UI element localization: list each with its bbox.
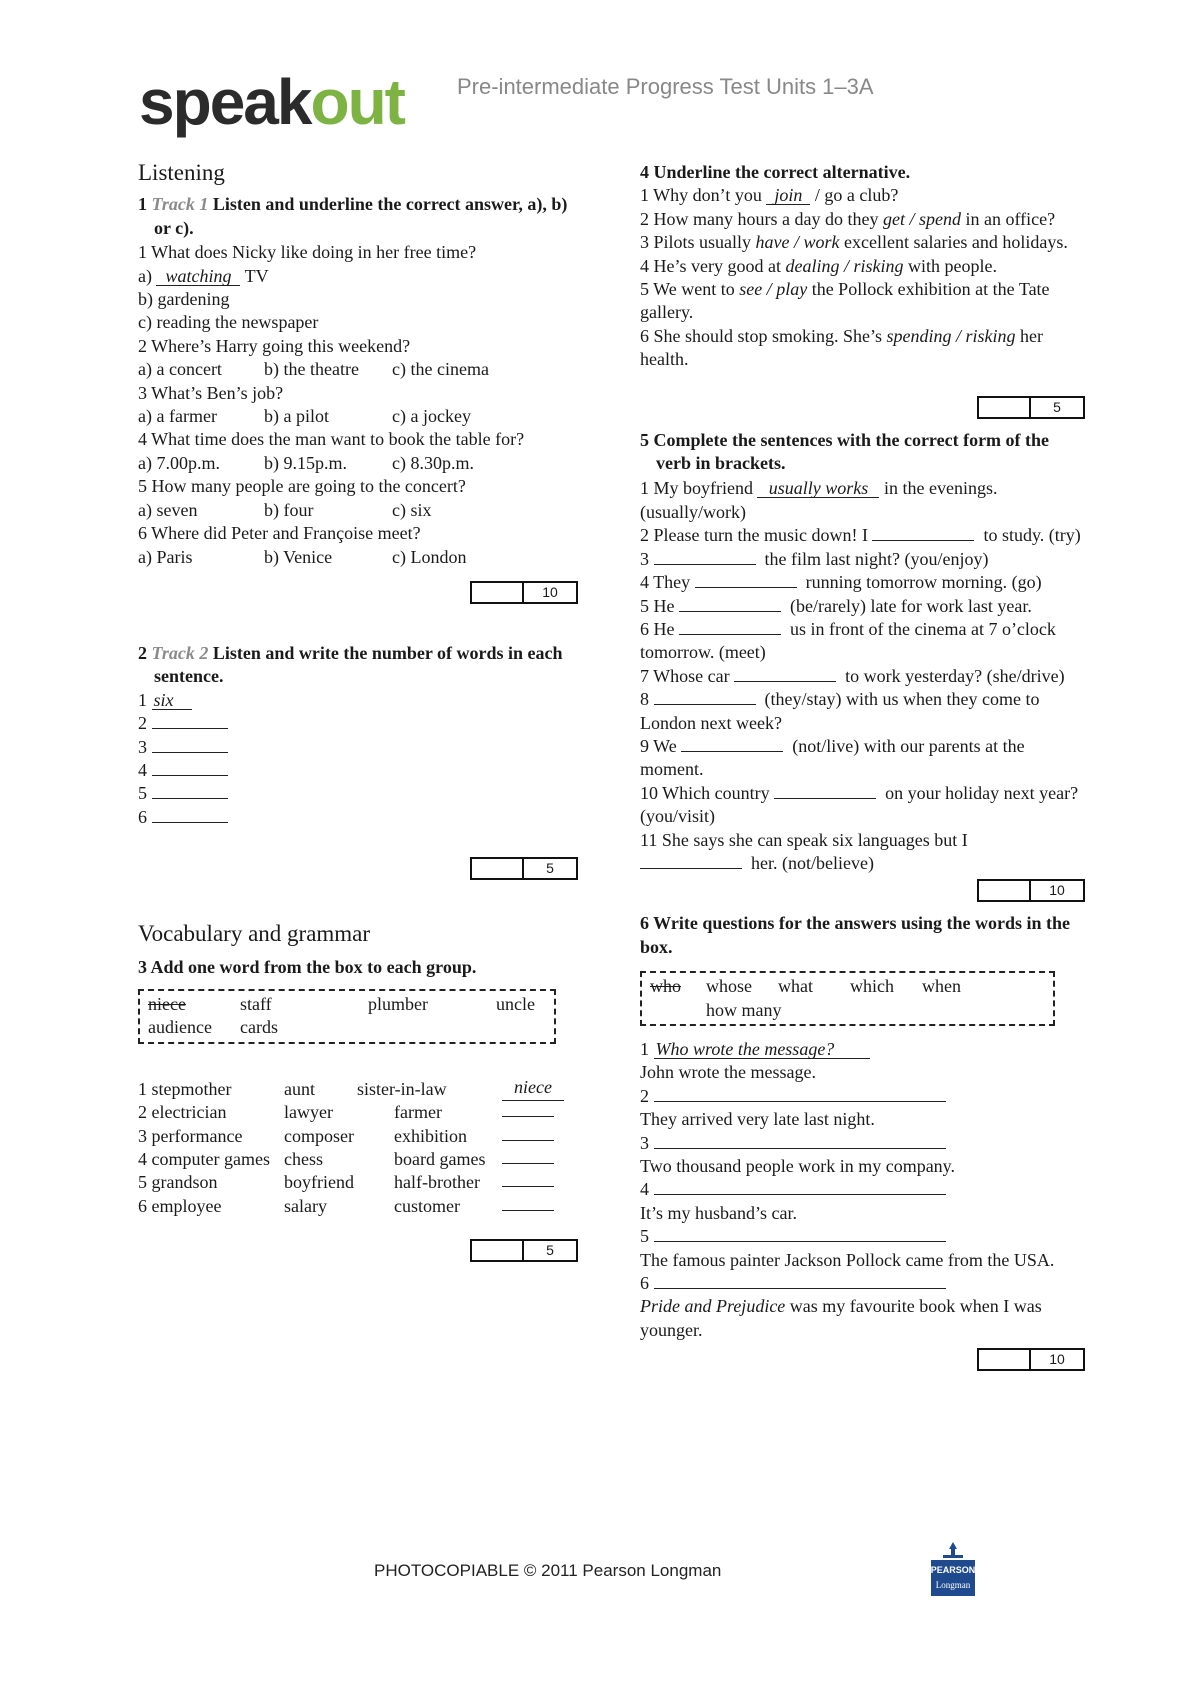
q3-word-box: niece staff plumber uncle audience cards <box>138 989 556 1044</box>
q2-score-box: 5 <box>138 857 578 880</box>
q2-blank-4[interactable] <box>152 760 228 776</box>
q3-blank[interactable] <box>502 1125 554 1141</box>
q6-blank-4[interactable] <box>654 1179 946 1195</box>
q6-score-box: 10 <box>640 1348 1085 1371</box>
test-title: Pre-intermediate Progress Test Units 1–3A <box>457 74 874 99</box>
left-column <box>138 161 578 1262</box>
q2-blank-2[interactable] <box>152 713 228 729</box>
q1-item-6: 6 Where did Peter and Françoise meet? a) Paris b) Venice c) London <box>138 523 467 567</box>
q3-row: 2 electrician lawyer farmer <box>138 1101 578 1124</box>
q4-instruction: 4 Underline the correct alternative. <box>640 162 911 182</box>
q1-score-box: 10 <box>138 581 578 604</box>
pearson-longman-logo <box>925 1540 981 1602</box>
listening-heading: Listening <box>138 160 225 185</box>
q3-groups <box>138 1078 578 1218</box>
q4-score-box: 5 <box>640 396 1085 419</box>
q3-score-box: 5 <box>138 1239 578 1262</box>
q2-blank-5[interactable] <box>152 783 228 799</box>
q5-blank-6[interactable] <box>679 619 781 635</box>
q5-instruction: 5 Complete the sentences with the correct form of the verb in brackets. <box>640 429 1050 474</box>
q3-row: 1 stepmother aunt sister-in-law niece <box>138 1078 578 1101</box>
q5-blank-10[interactable] <box>774 783 876 799</box>
q2-blank-6[interactable] <box>152 807 228 823</box>
longman-wordmark: Longman <box>935 1580 971 1590</box>
answer-watching: watching <box>156 267 240 286</box>
q1-item-2: 2 Where’s Harry going this weekend? a) a concert b) the theatre c) the cinema <box>138 335 489 380</box>
q3-row: 6 employee salary customer <box>138 1195 578 1218</box>
q5-blank-9[interactable] <box>681 736 783 752</box>
q2-score-entry[interactable] <box>472 859 524 878</box>
q1-item-1: 1 What does Nicky like doing in her free time? a) watching TV b) gardening c) reading the newspaper <box>138 242 477 333</box>
q1-item-3: 3 What’s Ben’s job? a) a farmer b) a pilot c) a jockey <box>138 382 471 427</box>
q5-score-entry[interactable] <box>979 881 1031 900</box>
q5-blank-4[interactable] <box>695 572 797 588</box>
right-column: 4 Underline the correct alternative. 1 Why don’t you join / go a club? 2 How many hours a day do they get / spend in an office? 3 Pilots usually have / work excellent salaries and holidays. 4 He’s very good at dealing / risking with people. 5 We went to see / play the Pollock exhibition at the Tate gallery. 6 She should stop smoking. She’s spending / risking her health. 5 5 Complete the sentences with the correct form of the verb in brackets. 1 My boyfriend usually works in the evenings. (usually/work) 2 Please turn the music down! I to study. (try) 3 the film last night? (you/enjoy) 4 They running tomorrow morning. (go) 5 He (be/rarely) late for work last year. 6 He us in front of the cinema at 7 o’clock tomorrow. (meet) 7 Whose car to work yesterday? (she/drive) 8 (they/stay) with us when they come to London next week? 9 We (not/live) with our parents at the moment. 10 Which country on your holiday next year? (you/visit) 11 She says she can speak six languages but I her. (not/believe) 10 6 Write questions for the answers using the words in the box. who whose what which when how many 1 Who wrote the message? John wrote the message. 2 They arrived very late last night. 3 Two thousand people work in my company. 4 It’s my husband’s car. 5 The famous painter Jackson Pollock came from the USA. 6 Pride and Prejudice was my favourite book when I was younger. 10 <box>640 161 1085 1371</box>
q5-blank-11[interactable] <box>640 853 742 869</box>
q6-blank-2[interactable] <box>654 1086 946 1102</box>
q2-instruction: 2 Track 2 Listen and write the number of words in each sentence. <box>138 642 563 687</box>
q1-item-4: 4 What time does the man want to book the table for? a) 7.00p.m. b) 9.15p.m. c) 8.30p.m. <box>138 429 525 473</box>
speakout-logo: speakout <box>139 66 404 138</box>
vocab-heading: Vocabulary and grammar <box>138 921 371 947</box>
q3-blank[interactable] <box>502 1195 554 1211</box>
q3-row: 4 computer games chess board games <box>138 1148 578 1171</box>
q3-instruction: 3 Add one word from the box to each group. <box>138 956 477 977</box>
q5-blank-5[interactable] <box>679 596 781 612</box>
q6-blank-5[interactable] <box>654 1226 946 1242</box>
q5-blank-2[interactable] <box>872 525 974 541</box>
q1-item-5: 5 How many people are going to the concert? a) seven b) four c) six <box>138 476 466 520</box>
q1-score-entry[interactable] <box>472 583 524 602</box>
q3-blank[interactable] <box>502 1148 554 1164</box>
q6-score-entry[interactable] <box>979 1350 1031 1369</box>
q3-blank[interactable] <box>502 1171 554 1187</box>
q5-score-box: 10 <box>640 879 1085 902</box>
q6-word-box: who whose what which when how many <box>640 971 1055 1026</box>
copyright-footer: PHOTOCOPIABLE © 2011 Pearson Longman <box>374 1561 722 1580</box>
pearson-wordmark: PEARSON <box>930 1565 976 1575</box>
q6-blank-6[interactable] <box>654 1273 946 1289</box>
q6-answers: 1 Who wrote the message? John wrote the message. 2 They arrived very late last night. 3 Two thousand people work in my company. 4 It’s my husband’s car. 5 The famous painter Jackson Pollock came from the USA. 6 Pride and Prejudice was my favourite book when I was younger. <box>640 1039 1055 1340</box>
q4-score-entry[interactable] <box>979 398 1031 417</box>
q5-blank-8[interactable] <box>654 689 756 705</box>
q1-instruction: 1 Track 1 Listen and underline the correct answer, a), b) or c). <box>138 194 568 238</box>
q3-blank[interactable] <box>502 1101 554 1117</box>
q2-answers: 1 six 2 3 4 5 6 <box>138 689 578 829</box>
q3-row: 3 performance composer exhibition <box>138 1125 578 1148</box>
q6-instruction: 6 Write questions for the answers using the words in the box. <box>640 913 1071 957</box>
q3-row: 5 grandson boyfriend half-brother <box>138 1171 578 1194</box>
q5-blank-7[interactable] <box>734 666 836 682</box>
q5-blank-3[interactable] <box>654 549 756 565</box>
q2-blank-3[interactable] <box>152 737 228 753</box>
q3-score-entry[interactable] <box>472 1241 524 1260</box>
q6-blank-3[interactable] <box>654 1133 946 1149</box>
